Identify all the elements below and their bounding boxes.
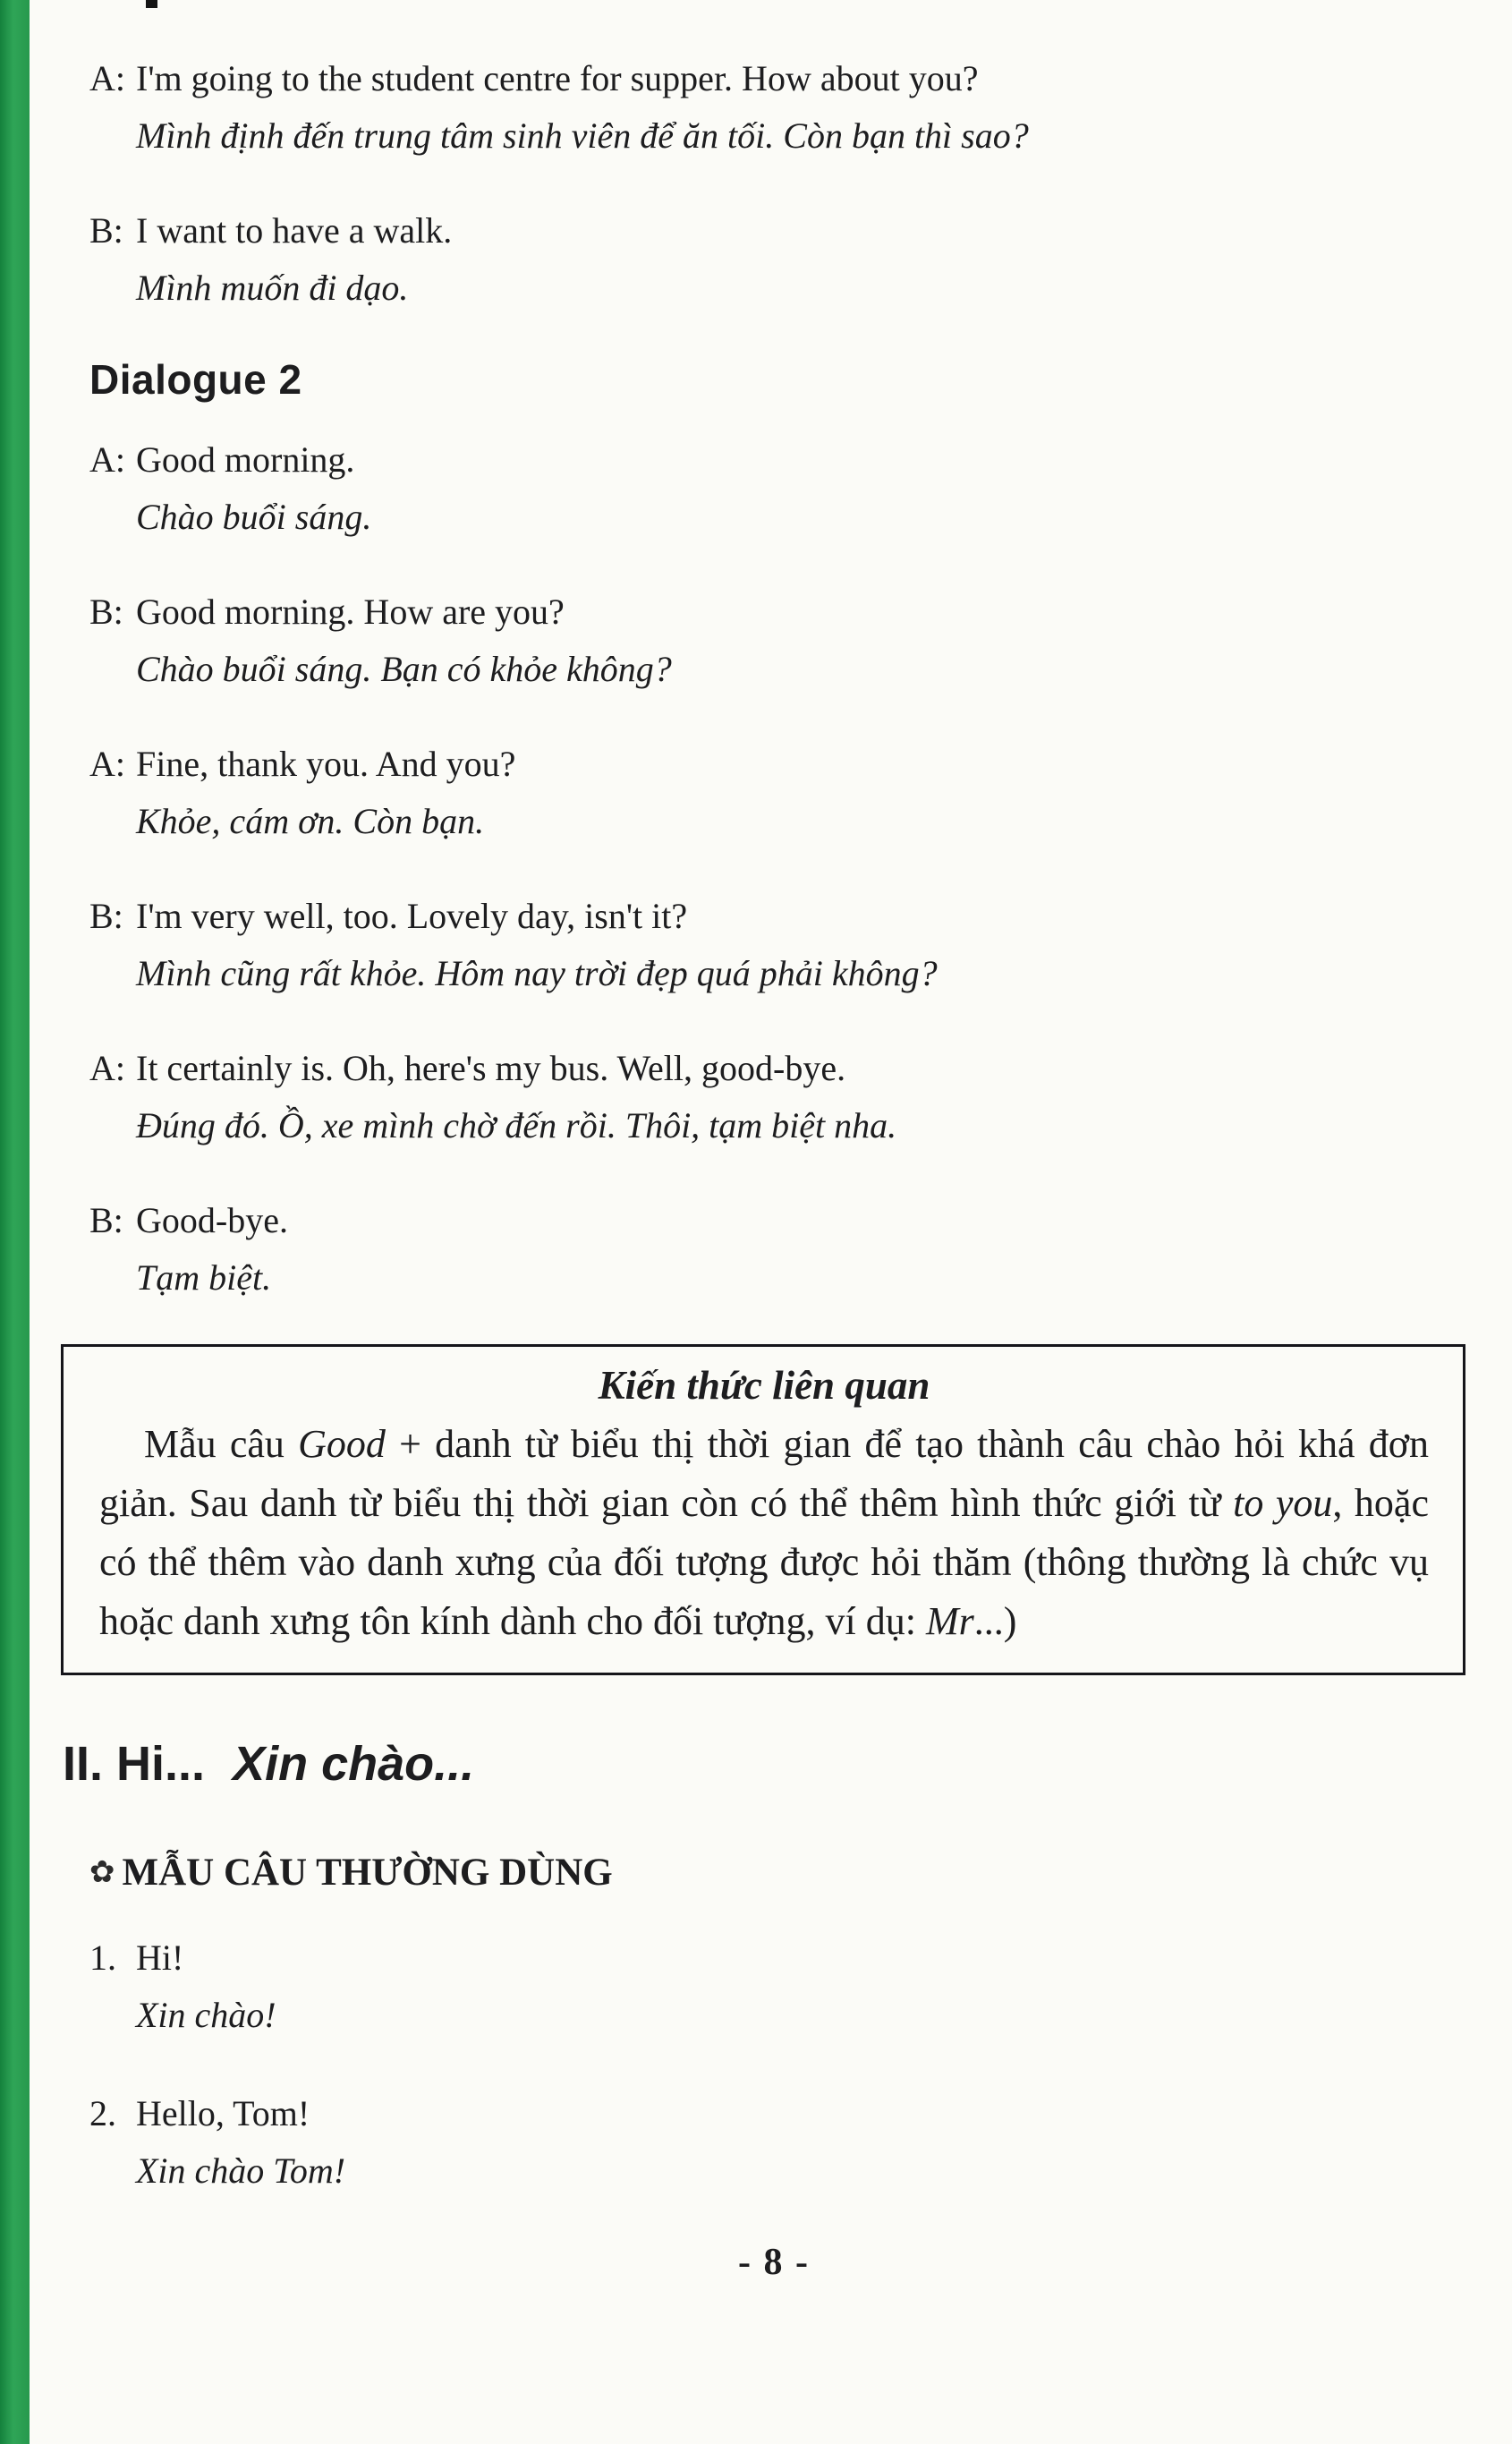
english-text: Fine, thank you. And you?: [136, 744, 516, 784]
dialogue-pair: [89, 431, 1458, 546]
speaker-label: B:: [89, 210, 123, 251]
dialogue-line-en: [89, 202, 1458, 260]
vietnamese-text: Xin chào!: [136, 1995, 276, 2035]
vietnamese-text: Khỏe, cám ơn. Còn bạn.: [136, 801, 485, 841]
item-number: 2.: [89, 2093, 116, 2133]
vietnamese-text: Chào buổi sáng. Bạn có khỏe không?: [136, 649, 672, 689]
dialogue-line-en: [89, 736, 1458, 793]
dialogue2-heading: Dialogue 2: [89, 356, 302, 403]
dialogue-line-en: [89, 50, 1458, 107]
vietnamese-text: Chào buổi sáng.: [136, 497, 372, 537]
dialogue-pair: [89, 1040, 1458, 1154]
english-text: Good morning. How are you?: [136, 592, 565, 632]
vietnamese-text: Mình muốn đi dạo.: [136, 268, 409, 308]
english-text: I'm very well, too. Lovely day, isn't it?: [136, 896, 688, 936]
pattern-item: [89, 2085, 1458, 2200]
english-text: I'm going to the student centre for supper. How about you?: [136, 58, 979, 98]
pattern-line-en: [89, 2085, 1458, 2142]
note-box-body: Mẫu câu Good + danh từ biểu thị thời gian để tạo thành câu chào hỏi khá đơn giản. Sau danh từ biểu thị thời gian còn có thể thêm hình thức giới từ to you, hoặc có thể thêm vào danh xưng của đối tượng được hỏi thăm (thông thường là chức vụ hoặc danh xưng tôn kính dành cho đối tượng, ví dụ: Mr...): [99, 1422, 1429, 1643]
dialogue-pair: [89, 50, 1458, 165]
section-title-en: Hi...: [116, 1737, 206, 1791]
english-text: I want to have a walk.: [136, 210, 453, 251]
english-text: It certainly is. Oh, here's my bus. Well, good-bye.: [136, 1048, 846, 1088]
dialogue-pair: [89, 888, 1458, 1002]
pattern-line-en: [89, 1929, 1458, 1987]
dialogue-line-en: [89, 888, 1458, 945]
speaker-label: A:: [89, 1048, 125, 1088]
dialogue-line-en: [89, 583, 1458, 641]
vietnamese-text: Mình định đến trung tâm sinh viên để ăn tối. Còn bạn thì sao?: [136, 115, 1029, 156]
dialogue-pair: [89, 1192, 1458, 1307]
section-heading: [63, 1734, 1458, 1793]
vietnamese-text: Xin chào Tom!: [136, 2150, 346, 2191]
english-text: Hello, Tom!: [136, 2093, 310, 2133]
speaker-label: A:: [89, 58, 125, 98]
note-box-title: Kiến thức liên quan: [598, 1363, 930, 1408]
vietnamese-text: Đúng đó. Ồ, xe mình chờ đến rồi. Thôi, tạm biệt nha.: [136, 1105, 897, 1145]
speaker-label: B:: [89, 592, 123, 632]
speaker-label: A:: [89, 744, 125, 784]
section-title-vi: Xin chào...: [233, 1737, 475, 1791]
dialogue-pair: [89, 736, 1458, 850]
english-text: Good morning.: [136, 439, 355, 480]
section-number: II.: [63, 1737, 104, 1791]
note-box: [61, 1344, 1465, 1675]
speaker-label: B:: [89, 1200, 123, 1240]
flower-icon: ✿: [89, 1854, 115, 1890]
dialogue-line-en: [89, 1040, 1458, 1097]
common-patterns-subheading: [89, 1849, 1458, 1899]
dialogue-pair: [89, 202, 1458, 317]
english-text: Hi!: [136, 1937, 184, 1978]
page-number: - 8 -: [738, 2242, 810, 2283]
common-patterns-label: MẪU CÂU THƯỜNG DÙNG: [122, 1852, 613, 1894]
speaker-label: A:: [89, 439, 125, 480]
item-number: 1.: [89, 1937, 116, 1978]
dialogue-pair: [89, 583, 1458, 698]
vietnamese-text: Tạm biệt.: [136, 1257, 272, 1298]
dialogue-line-en: [89, 1192, 1458, 1249]
english-text: Good-bye.: [136, 1200, 288, 1240]
vietnamese-text: Mình cũng rất khỏe. Hôm nay trời đẹp quá phải không?: [136, 953, 938, 993]
pattern-item: [89, 1929, 1458, 2044]
dialogue-line-en: [89, 431, 1458, 489]
speaker-label: B:: [89, 896, 123, 936]
